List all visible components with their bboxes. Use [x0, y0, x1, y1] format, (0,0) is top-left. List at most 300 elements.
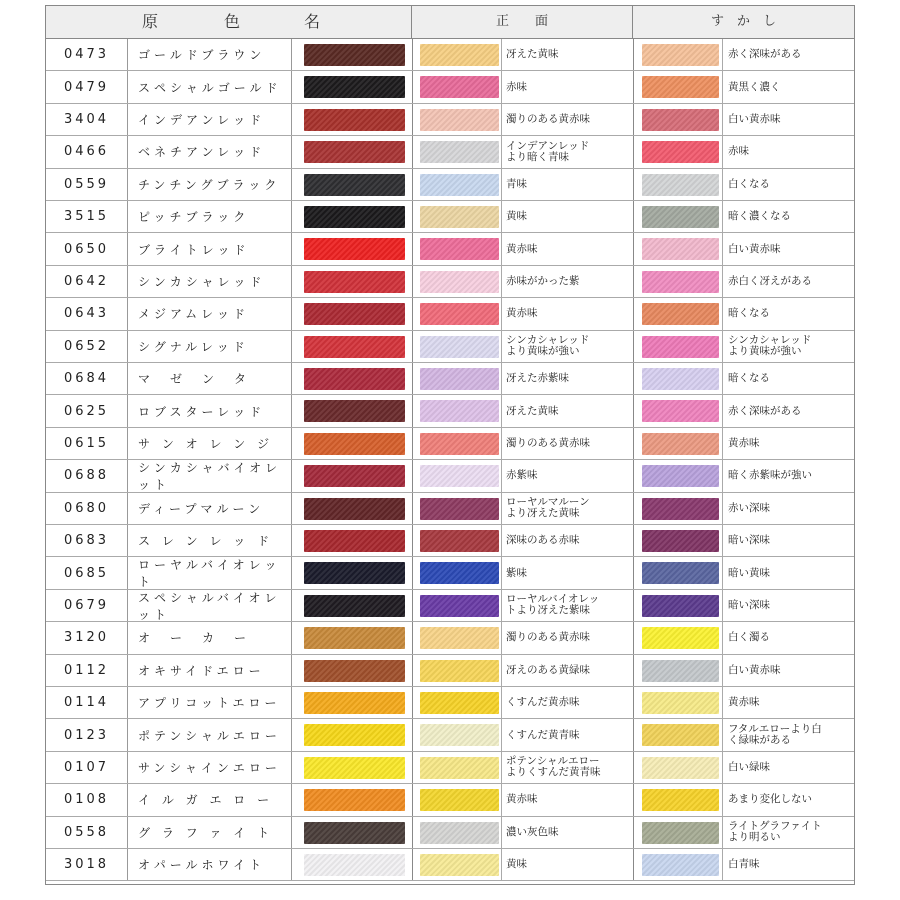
column-divider	[501, 655, 502, 686]
color-name-text: シンカシャレッド	[138, 274, 266, 289]
front-description	[506, 428, 631, 459]
column-divider	[412, 784, 413, 815]
table-row	[46, 719, 854, 751]
front-swatch	[420, 400, 499, 422]
back-description-text: 暗い黄味	[728, 566, 770, 579]
base-swatch	[304, 206, 405, 228]
back-description-text: フタルエローより白 く緑味がある	[728, 723, 822, 747]
color-name-text: メジアムレッド	[138, 307, 250, 322]
front-description-text: 黄赤味	[506, 307, 538, 320]
color-code	[46, 817, 128, 848]
column-divider	[633, 39, 634, 70]
back-swatch	[642, 174, 719, 196]
column-divider	[633, 428, 634, 459]
column-divider	[501, 752, 502, 783]
color-code-text: 3515	[63, 209, 110, 225]
color-code-text: 3120	[63, 630, 110, 646]
column-divider	[633, 298, 634, 329]
front-swatch	[420, 368, 499, 390]
color-name-text: サ ン オ レ ン ジ	[138, 436, 274, 451]
color-name-text: スペシャルバイオレット	[138, 590, 281, 622]
back-swatch	[642, 238, 719, 260]
back-swatch	[642, 44, 719, 66]
color-name	[128, 39, 292, 70]
table-row	[46, 363, 854, 395]
color-code-text: 0643	[63, 306, 110, 322]
front-swatch	[420, 789, 499, 811]
column-divider	[501, 266, 502, 297]
front-description-text: 黄味	[506, 858, 527, 871]
color-code	[46, 428, 128, 459]
base-swatch	[304, 109, 405, 131]
color-code-text: 0559	[63, 176, 110, 192]
front-description-text: 黄味	[506, 210, 527, 223]
table-row	[46, 71, 854, 103]
color-name	[128, 201, 292, 232]
column-divider	[501, 428, 502, 459]
front-swatch	[420, 562, 499, 584]
color-name-text: イ ル ガ エ ロ ー	[138, 793, 274, 808]
column-divider	[501, 590, 502, 621]
column-divider	[633, 493, 634, 524]
color-name	[128, 460, 292, 491]
color-name-text: オパールホワイト	[138, 858, 266, 873]
color-code	[46, 719, 128, 750]
table-row	[46, 525, 854, 557]
column-divider	[412, 752, 413, 783]
color-code	[46, 39, 128, 70]
back-description-text: 暗くなる	[728, 372, 770, 385]
column-divider	[412, 201, 413, 232]
back-description	[728, 784, 852, 815]
base-swatch	[304, 757, 405, 779]
front-description	[506, 590, 631, 621]
color-name	[128, 525, 292, 556]
front-description-text: 冴えた黄味	[506, 404, 559, 417]
color-code	[46, 687, 128, 718]
front-description-text: ポテンシャルエロー よりくすんだ黄青味	[506, 755, 601, 779]
front-description-text: 紫味	[506, 566, 527, 579]
column-divider	[501, 687, 502, 718]
table-row	[46, 493, 854, 525]
column-divider	[633, 687, 634, 718]
color-code	[46, 849, 128, 880]
color-name	[128, 687, 292, 718]
base-swatch	[304, 336, 405, 358]
color-name	[128, 331, 292, 362]
color-name-text: ゴールドブラウン	[138, 48, 266, 63]
column-divider	[501, 817, 502, 848]
column-divider	[412, 39, 413, 70]
column-divider	[501, 298, 502, 329]
front-description	[506, 525, 631, 556]
color-name-text: マ ゼ ン タ	[138, 372, 251, 387]
front-description	[506, 331, 631, 362]
column-divider	[633, 395, 634, 426]
color-code	[46, 71, 128, 102]
front-swatch	[420, 433, 499, 455]
color-name	[128, 104, 292, 135]
header-name-char: 名	[304, 12, 321, 31]
column-divider	[412, 331, 413, 362]
column-divider	[633, 557, 634, 588]
color-name-text: ロブスターレッド	[138, 404, 266, 419]
table-row	[46, 817, 854, 849]
back-description-text: 白い黄赤味	[728, 663, 781, 676]
column-divider	[633, 363, 634, 394]
front-description	[506, 687, 631, 718]
table-row	[46, 201, 854, 233]
column-divider	[722, 719, 723, 750]
back-description-text: 暗い深味	[728, 598, 770, 611]
base-swatch	[304, 44, 405, 66]
column-divider	[501, 557, 502, 588]
front-swatch	[420, 271, 499, 293]
column-divider	[722, 460, 723, 491]
front-description-text: 黄赤味	[506, 242, 538, 255]
back-description-text: 暗くなる	[728, 307, 770, 320]
back-swatch	[642, 465, 719, 487]
base-swatch	[304, 530, 405, 552]
color-code	[46, 590, 128, 621]
column-divider	[412, 557, 413, 588]
column-divider	[722, 622, 723, 653]
color-name-text: チンチングブラック	[138, 177, 281, 192]
front-description-text: ローヤルマルーン より冴えた黄味	[506, 496, 590, 520]
color-code-text: 0615	[63, 435, 110, 451]
column-divider	[722, 752, 723, 783]
front-description	[506, 849, 631, 880]
back-swatch	[642, 303, 719, 325]
header-name-char: 色	[224, 12, 241, 31]
back-swatch	[642, 141, 719, 163]
column-divider	[412, 817, 413, 848]
column-divider	[412, 298, 413, 329]
back-swatch	[642, 757, 719, 779]
column-divider	[412, 136, 413, 167]
column-divider	[722, 331, 723, 362]
color-name	[128, 71, 292, 102]
table-row	[46, 104, 854, 136]
front-description	[506, 266, 631, 297]
color-name	[128, 849, 292, 880]
column-divider	[722, 71, 723, 102]
front-swatch	[420, 854, 499, 876]
front-swatch	[420, 76, 499, 98]
color-code-text: 0112	[63, 662, 110, 678]
color-code-text: 0688	[63, 468, 110, 484]
column-divider	[722, 849, 723, 880]
back-description	[728, 71, 852, 102]
column-divider	[412, 525, 413, 556]
color-code-text: 0558	[63, 824, 110, 840]
color-code	[46, 395, 128, 426]
table-row	[46, 752, 854, 784]
color-code	[46, 655, 128, 686]
front-description	[506, 201, 631, 232]
column-divider	[501, 104, 502, 135]
back-description	[728, 590, 852, 621]
color-code-text: 0679	[63, 597, 110, 613]
back-description-text: 白い黄赤味	[728, 242, 781, 255]
color-code	[46, 104, 128, 135]
color-code-text: 0107	[63, 759, 110, 775]
color-code-text: 0114	[63, 695, 110, 711]
color-code-text: 0684	[63, 371, 110, 387]
column-divider	[501, 622, 502, 653]
table-row	[46, 622, 854, 654]
front-description-text: シンカシャレッド より黄味が強い	[506, 334, 590, 358]
back-description	[728, 557, 852, 588]
back-description	[728, 460, 852, 491]
table-row	[46, 655, 854, 687]
front-swatch	[420, 692, 499, 714]
back-swatch	[642, 789, 719, 811]
back-description	[728, 849, 852, 880]
column-divider	[412, 622, 413, 653]
column-divider	[722, 395, 723, 426]
front-swatch	[420, 238, 499, 260]
column-divider	[501, 136, 502, 167]
front-description	[506, 136, 631, 167]
color-name-text: オキサイドエロー	[138, 663, 265, 678]
color-name-text: シンカシャバイオレット	[138, 460, 282, 492]
back-description-text: 黄黒く濃く	[728, 80, 781, 93]
column-divider	[501, 71, 502, 102]
front-description	[506, 298, 631, 329]
front-swatch	[420, 174, 499, 196]
back-description-text: ライトグラファイト より明るい	[728, 820, 822, 844]
back-description	[728, 298, 852, 329]
color-code	[46, 233, 128, 264]
column-divider	[412, 590, 413, 621]
front-swatch	[420, 595, 499, 617]
column-divider	[722, 201, 723, 232]
color-code	[46, 460, 128, 491]
table-row	[46, 557, 854, 589]
color-code-text: 0683	[63, 533, 110, 549]
back-description	[728, 493, 852, 524]
front-description	[506, 395, 631, 426]
front-description	[506, 817, 631, 848]
back-swatch	[642, 627, 719, 649]
back-swatch	[642, 400, 719, 422]
back-description	[728, 428, 852, 459]
back-description-text: 黄赤味	[728, 436, 760, 449]
front-description	[506, 655, 631, 686]
front-description-text: 深味のある赤味	[506, 534, 580, 547]
back-description	[728, 104, 852, 135]
column-divider	[501, 169, 502, 200]
front-swatch	[420, 660, 499, 682]
front-swatch	[420, 303, 499, 325]
color-code	[46, 752, 128, 783]
front-description-text: くすんだ黄青味	[506, 728, 580, 741]
column-divider	[633, 590, 634, 621]
front-swatch	[420, 44, 499, 66]
table-header	[46, 6, 854, 39]
front-description-text: 冴えた赤紫味	[506, 372, 569, 385]
column-divider	[722, 590, 723, 621]
front-description-text: 濁りのある黄赤味	[506, 436, 590, 449]
color-code-text: 0642	[63, 273, 110, 289]
table-row	[46, 687, 854, 719]
table-row	[46, 395, 854, 427]
color-name	[128, 363, 292, 394]
table-row	[46, 298, 854, 330]
back-description	[728, 687, 852, 718]
back-description-text: 暗く濃くなる	[728, 210, 791, 223]
front-swatch	[420, 206, 499, 228]
base-swatch	[304, 822, 405, 844]
back-swatch	[642, 368, 719, 390]
front-description	[506, 363, 631, 394]
table-row	[46, 460, 854, 492]
color-code-text: 0108	[63, 792, 110, 808]
column-divider	[412, 233, 413, 264]
base-swatch	[304, 724, 405, 746]
column-divider	[501, 719, 502, 750]
front-description	[506, 39, 631, 70]
column-divider	[412, 266, 413, 297]
column-divider	[722, 104, 723, 135]
color-name-text: ポテンシャルエロー	[138, 728, 281, 743]
header-name-char: 原	[142, 12, 159, 31]
column-divider	[722, 493, 723, 524]
color-code	[46, 331, 128, 362]
color-name	[128, 557, 292, 588]
column-divider	[633, 331, 634, 362]
color-code-text: 0123	[63, 727, 110, 743]
base-swatch	[304, 627, 405, 649]
base-swatch	[304, 854, 405, 876]
back-description	[728, 266, 852, 297]
column-divider	[501, 201, 502, 232]
table-row	[46, 169, 854, 201]
header-back: す か し	[710, 14, 776, 29]
column-divider	[412, 493, 413, 524]
base-swatch	[304, 141, 405, 163]
column-divider	[633, 752, 634, 783]
column-divider	[722, 39, 723, 70]
back-description-text: 白く濁る	[728, 631, 770, 644]
front-description-text: 青味	[506, 177, 527, 190]
front-description-text: 冴えのある黄緑味	[506, 663, 590, 676]
back-swatch	[642, 109, 719, 131]
column-divider	[633, 104, 634, 135]
color-name-text: サンシャインエロー	[138, 760, 281, 775]
back-swatch	[642, 692, 719, 714]
table-row	[46, 136, 854, 168]
front-description	[506, 622, 631, 653]
back-description	[728, 752, 852, 783]
table-row	[46, 849, 854, 881]
color-name-text: インデアンレッド	[138, 112, 266, 127]
column-divider	[722, 655, 723, 686]
back-description	[728, 169, 852, 200]
column-divider	[412, 104, 413, 135]
front-swatch	[420, 141, 499, 163]
front-swatch	[420, 498, 499, 520]
table-row	[46, 233, 854, 265]
front-swatch	[420, 530, 499, 552]
column-divider	[633, 233, 634, 264]
column-divider	[633, 525, 634, 556]
back-description-text: 白青味	[728, 858, 760, 871]
color-code	[46, 363, 128, 394]
table-row	[46, 331, 854, 363]
front-description-text: くすんだ黄赤味	[506, 696, 580, 709]
front-description	[506, 784, 631, 815]
color-name	[128, 233, 292, 264]
column-divider	[412, 395, 413, 426]
back-swatch	[642, 498, 719, 520]
color-code	[46, 557, 128, 588]
front-description	[506, 460, 631, 491]
column-divider	[722, 557, 723, 588]
base-swatch	[304, 595, 405, 617]
front-swatch	[420, 336, 499, 358]
column-divider	[412, 849, 413, 880]
back-description-text: 赤味	[728, 145, 749, 158]
column-divider	[633, 655, 634, 686]
front-description	[506, 104, 631, 135]
back-description-text: 白い黄赤味	[728, 112, 781, 125]
back-swatch	[642, 336, 719, 358]
base-swatch	[304, 174, 405, 196]
color-code-text: 3404	[63, 111, 110, 127]
header-front: 正 面	[412, 6, 633, 38]
base-swatch	[304, 562, 405, 584]
back-swatch	[642, 433, 719, 455]
color-code	[46, 169, 128, 200]
front-description-text: 黄赤味	[506, 793, 538, 806]
color-name	[128, 136, 292, 167]
base-swatch	[304, 400, 405, 422]
back-description-text: 赤く深味がある	[728, 48, 802, 61]
color-name	[128, 590, 292, 621]
color-code	[46, 493, 128, 524]
color-name	[128, 817, 292, 848]
column-divider	[412, 687, 413, 718]
back-description-text: 赤く深味がある	[728, 404, 802, 417]
back-description	[728, 525, 852, 556]
column-divider	[633, 849, 634, 880]
back-description	[728, 233, 852, 264]
back-description	[728, 817, 852, 848]
back-swatch	[642, 271, 719, 293]
base-swatch	[304, 271, 405, 293]
color-name	[128, 298, 292, 329]
back-swatch	[642, 822, 719, 844]
back-description	[728, 395, 852, 426]
front-description	[506, 71, 631, 102]
front-description	[506, 557, 631, 588]
color-name	[128, 655, 292, 686]
color-code	[46, 784, 128, 815]
back-swatch	[642, 724, 719, 746]
color-name	[128, 395, 292, 426]
front-description-text: 濁りのある黄赤味	[506, 112, 590, 125]
back-swatch	[642, 854, 719, 876]
color-code-text: 0650	[63, 241, 110, 257]
base-swatch	[304, 660, 405, 682]
back-description	[728, 655, 852, 686]
front-description	[506, 169, 631, 200]
base-swatch	[304, 433, 405, 455]
color-name	[128, 428, 292, 459]
front-description-text: ローヤルバイオレッ トより冴えた紫味	[506, 593, 600, 617]
